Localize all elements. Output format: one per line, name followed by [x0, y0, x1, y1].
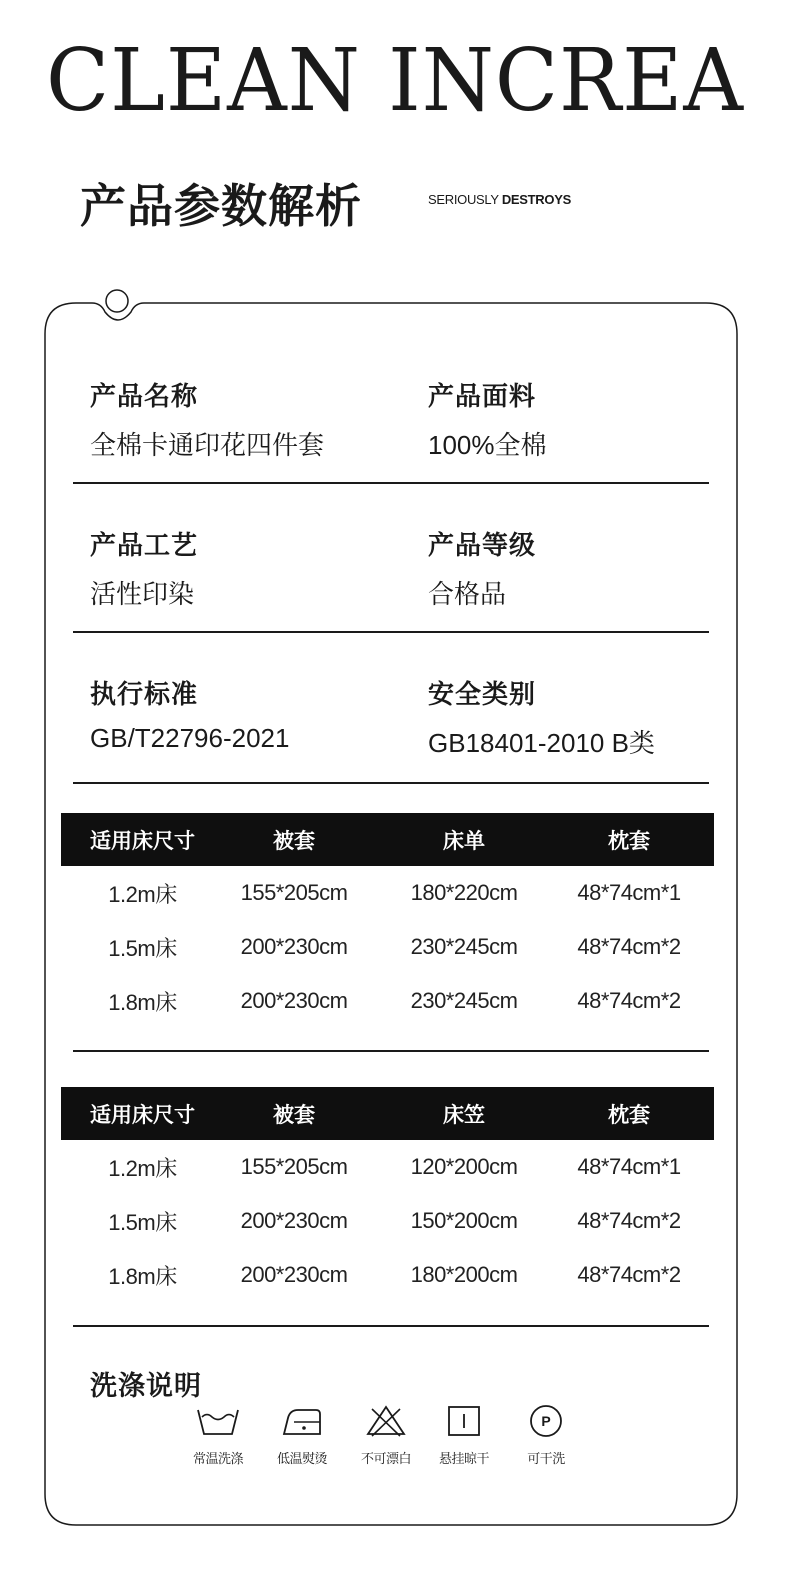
size-table-sheet — [61, 813, 714, 1028]
header-cell: 枕套 — [608, 828, 650, 853]
table-cell: 48*74cm*2 — [577, 934, 681, 959]
table-cell: 1.5m床 — [108, 1209, 177, 1235]
divider — [73, 631, 709, 633]
no-bleach-icon — [364, 1404, 408, 1438]
header-cell: 适用床尺寸 — [90, 1102, 195, 1127]
spec-value: 全棉卡通印花四件套 — [90, 430, 325, 460]
care-label: 不可漂白 — [360, 1452, 411, 1467]
spec-label: 产品工艺 — [90, 531, 199, 561]
spec-fabric — [428, 376, 547, 462]
table-row — [61, 1248, 714, 1302]
header-cell: 床笠 — [443, 1102, 485, 1127]
tagline-bold: DESTROYS — [501, 192, 571, 207]
care-label: 低温熨烫 — [276, 1452, 327, 1467]
spec-craft — [90, 525, 198, 611]
care-label: 悬挂晾干 — [438, 1452, 489, 1467]
divider — [73, 1325, 709, 1327]
spec-value: 合格品 — [428, 579, 507, 609]
care-title: 洗涤说明 — [90, 1371, 202, 1402]
table-cell: 1.8m床 — [108, 989, 177, 1015]
table-cell: 180*200cm — [410, 1262, 518, 1287]
table-header — [61, 813, 714, 866]
header-cell: 适用床尺寸 — [90, 828, 195, 853]
care-item-dry-clean — [501, 1404, 591, 1467]
table-cell: 48*74cm*2 — [577, 1262, 681, 1287]
brand-title: CLEAN INCREA — [46, 31, 744, 131]
divider — [73, 1050, 709, 1052]
spec-grade — [428, 525, 536, 611]
table-cell: 48*74cm*2 — [577, 1208, 681, 1233]
spec-label: 产品名称 — [90, 382, 199, 412]
care-item-iron — [257, 1404, 347, 1467]
table-cell: 230*245cm — [410, 934, 518, 959]
hang-dry-icon — [442, 1404, 486, 1438]
spec-value: GB18401-2010 B类 — [428, 728, 655, 758]
table-row — [61, 1140, 714, 1194]
header-cell: 被套 — [273, 828, 315, 853]
care-item-wash — [173, 1404, 263, 1467]
svg-text:P: P — [541, 1413, 551, 1429]
table-cell: 200*230cm — [240, 934, 348, 959]
header-cell: 床单 — [443, 828, 485, 853]
spec-product-name — [90, 376, 324, 462]
care-item-hang-dry — [419, 1404, 509, 1467]
divider — [73, 782, 709, 784]
care-label: 可干洗 — [527, 1452, 565, 1467]
table-cell: 200*230cm — [240, 988, 348, 1013]
divider — [73, 482, 709, 484]
care-label: 常温洗涤 — [192, 1452, 243, 1467]
spec-standard — [90, 674, 289, 754]
table-row — [61, 866, 714, 920]
spec-safety — [428, 674, 655, 760]
table-cell: 150*200cm — [410, 1208, 518, 1233]
table-cell: 200*230cm — [240, 1262, 348, 1287]
spec-value: GB/T22796-2021 — [90, 723, 290, 753]
table-cell: 155*205cm — [240, 1154, 348, 1179]
table-cell: 1.2m床 — [108, 1155, 177, 1181]
table-cell: 180*220cm — [410, 880, 518, 905]
table-cell: 48*74cm*2 — [577, 988, 681, 1013]
spec-label: 执行标准 — [90, 680, 199, 710]
table-cell: 1.2m床 — [108, 881, 177, 907]
table-cell: 48*74cm*1 — [577, 880, 681, 905]
size-table-fitted — [61, 1087, 714, 1302]
table-row — [61, 920, 714, 974]
header-cell: 枕套 — [608, 1102, 650, 1127]
iron-icon — [280, 1404, 324, 1438]
spec-value: 活性印染 — [90, 579, 195, 609]
table-cell: 155*205cm — [240, 880, 348, 905]
table-cell: 200*230cm — [240, 1208, 348, 1233]
care-item-no-bleach — [341, 1404, 431, 1467]
table-header — [61, 1087, 714, 1140]
table-cell: 48*74cm*1 — [577, 1154, 681, 1179]
wash-tub-icon — [196, 1404, 240, 1438]
table-cell: 1.5m床 — [108, 935, 177, 961]
table-row — [61, 1194, 714, 1248]
header-cell: 被套 — [273, 1102, 315, 1127]
table-cell: 1.8m床 — [108, 1263, 177, 1289]
table-row — [61, 974, 714, 1028]
spec-label: 安全类别 — [428, 680, 537, 710]
page-title: 产品参数解析 — [80, 179, 362, 233]
table-cell: 120*200cm — [410, 1154, 518, 1179]
spec-label: 产品等级 — [428, 531, 537, 561]
dry-clean-icon — [524, 1404, 568, 1438]
spec-label: 产品面料 — [428, 382, 537, 412]
table-cell: 230*245cm — [410, 988, 518, 1013]
tagline-light: SERIOUSLY — [428, 192, 502, 207]
hang-hole-icon — [106, 290, 128, 312]
spec-value: 100%全棉 — [428, 430, 547, 460]
